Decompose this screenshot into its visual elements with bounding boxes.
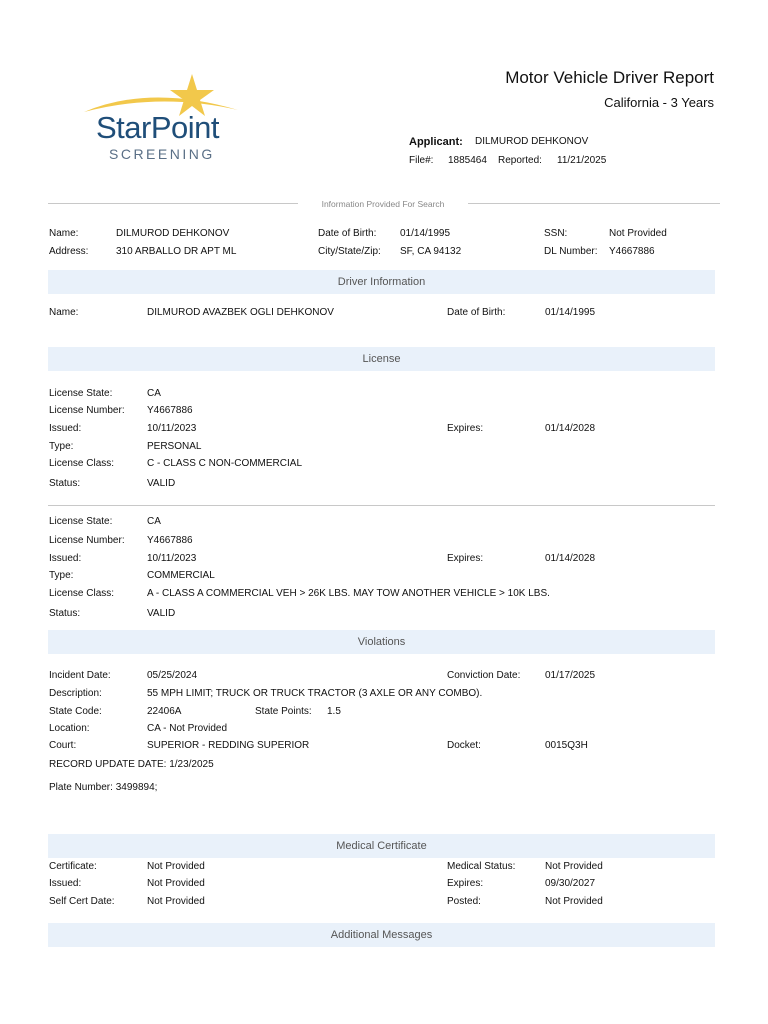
search-csz-value: SF, CA 94132 xyxy=(400,246,462,257)
medical-posted-label: Posted: xyxy=(447,896,481,907)
medical-heading: Medical Certificate xyxy=(48,834,715,858)
license-status-value: VALID xyxy=(147,608,176,619)
medical-status-label: Medical Status: xyxy=(447,861,516,872)
state-code-label: State Code: xyxy=(49,706,102,717)
license-number-value: Y4667886 xyxy=(147,535,193,546)
license-class-label: License Class: xyxy=(49,588,115,599)
search-ssn-label: SSN: xyxy=(544,228,568,239)
medical-issued-label: Issued: xyxy=(49,878,82,889)
self-cert-label: Self Cert Date: xyxy=(49,896,115,907)
reported-label: Reported: xyxy=(498,155,542,166)
search-ssn-value: Not Provided xyxy=(609,228,667,239)
applicant-name: DILMUROD DEHKONOV xyxy=(475,136,589,147)
license-type-label: Type: xyxy=(49,570,74,581)
license-divider xyxy=(48,505,715,506)
incident-date-value: 05/25/2024 xyxy=(147,670,198,681)
license-state-label: License State: xyxy=(49,516,113,527)
license-expires-value: 01/14/2028 xyxy=(545,423,596,434)
license-number-label: License Number: xyxy=(49,405,125,416)
conviction-date-value: 01/17/2025 xyxy=(545,670,596,681)
medical-expires-label: Expires: xyxy=(447,878,484,889)
search-name-label: Name: xyxy=(49,228,79,239)
court-label: Court: xyxy=(49,740,77,751)
search-info-heading: Information Provided For Search xyxy=(321,199,445,209)
driver-dob-value: 01/14/1995 xyxy=(545,307,596,318)
applicant-label: Applicant: xyxy=(409,136,463,148)
license-expires-value: 01/14/2028 xyxy=(545,553,596,564)
search-dob-label: Date of Birth: xyxy=(318,228,377,239)
license-number-label: License Number: xyxy=(49,535,125,546)
report-title: Motor Vehicle Driver Report xyxy=(505,68,714,87)
description-label: Description: xyxy=(49,688,102,699)
search-csz-label: City/State/Zip: xyxy=(318,246,381,257)
additional-messages-heading: Additional Messages xyxy=(48,923,715,947)
file-number: 1885464 xyxy=(448,155,487,166)
license-expires-label: Expires: xyxy=(447,423,484,434)
search-dl-label: DL Number: xyxy=(544,246,598,257)
license-number-value: Y4667886 xyxy=(147,405,193,416)
license-status-value: VALID xyxy=(147,478,176,489)
conviction-date-label: Conviction Date: xyxy=(447,670,521,681)
license-class-value: A - CLASS A COMMERCIAL VEH > 26K LBS. MAY TOW ANOTHER VEHICLE > 10K LBS. xyxy=(147,588,550,599)
logo-wordmark: StarPoint xyxy=(96,110,220,145)
license-heading: License xyxy=(48,347,715,371)
search-address-value: 310 ARBALLO DR APT ML xyxy=(116,246,237,257)
logo-tagline: SCREENING xyxy=(109,146,215,162)
report-subtitle: California - 3 Years xyxy=(604,95,714,110)
license-class-label: License Class: xyxy=(49,458,115,469)
driver-info-heading: Driver Information xyxy=(48,270,715,294)
search-dob-value: 01/14/1995 xyxy=(400,228,451,239)
company-logo xyxy=(80,70,250,170)
certificate-label: Certificate: xyxy=(49,861,97,872)
search-name-value: DILMUROD DEHKONOV xyxy=(116,228,230,239)
license-issued-label: Issued: xyxy=(49,423,82,434)
file-label: File#: xyxy=(409,155,434,166)
license-state-value: CA xyxy=(147,516,161,527)
license-issued-value: 10/11/2023 xyxy=(147,423,197,434)
location-label: Location: xyxy=(49,723,90,734)
medical-expires-value: 09/30/2027 xyxy=(545,878,596,889)
docket-label: Docket: xyxy=(447,740,481,751)
state-points-value: 1.5 xyxy=(327,706,341,717)
certificate-value: Not Provided xyxy=(147,861,205,872)
plate-number: Plate Number: 3499894; xyxy=(49,782,158,793)
license-issued-label: Issued: xyxy=(49,553,82,564)
reported-date: 11/21/2025 xyxy=(557,155,607,166)
driver-name-label: Name: xyxy=(49,307,79,318)
license-type-value: COMMERCIAL xyxy=(147,570,215,581)
incident-date-label: Incident Date: xyxy=(49,670,111,681)
license-expires-label: Expires: xyxy=(447,553,484,564)
medical-posted-value: Not Provided xyxy=(545,896,603,907)
search-dl-value: Y4667886 xyxy=(609,246,655,257)
license-state-value: CA xyxy=(147,388,161,399)
search-divider-right xyxy=(468,203,720,204)
record-update-date: RECORD UPDATE DATE: 1/23/2025 xyxy=(49,759,214,770)
state-points-label: State Points: xyxy=(255,706,312,717)
license-class-value: C - CLASS C NON-COMMERCIAL xyxy=(147,458,303,469)
location-value: CA - Not Provided xyxy=(147,723,228,734)
license-type-value: PERSONAL xyxy=(147,441,202,452)
search-divider-left xyxy=(48,203,298,204)
license-state-label: License State: xyxy=(49,388,113,399)
self-cert-value: Not Provided xyxy=(147,896,205,907)
violations-heading: Violations xyxy=(48,630,715,654)
state-code-value: 22406A xyxy=(147,706,182,717)
license-issued-value: 10/11/2023 xyxy=(147,553,197,564)
search-address-label: Address: xyxy=(49,246,89,257)
court-value: SUPERIOR - REDDING SUPERIOR xyxy=(147,740,310,751)
medical-status-value: Not Provided xyxy=(545,861,603,872)
license-status-label: Status: xyxy=(49,478,81,489)
medical-issued-value: Not Provided xyxy=(147,878,205,889)
driver-name-value: DILMUROD AVAZBEK OGLI DEHKONOV xyxy=(147,307,334,318)
docket-value: 0015Q3H xyxy=(545,740,588,751)
license-status-label: Status: xyxy=(49,608,81,619)
driver-dob-label: Date of Birth: xyxy=(447,307,506,318)
license-type-label: Type: xyxy=(49,441,74,452)
description-value: 55 MPH LIMIT; TRUCK OR TRUCK TRACTOR (3 AXLE OR ANY COMBO). xyxy=(147,688,483,699)
